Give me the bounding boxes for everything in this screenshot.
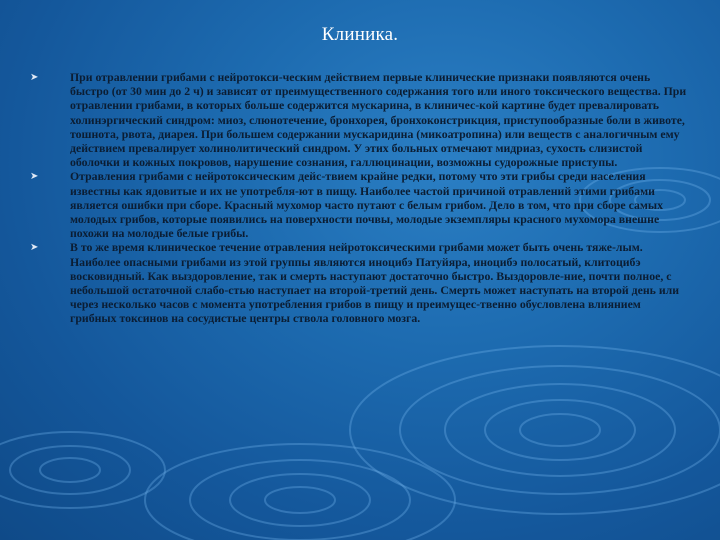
list-item — [30, 70, 690, 169]
slide-title: Клиника. — [321, 24, 399, 45]
bullet-text: Отравления грибами с нейротоксическим дейс-твием крайне редки, потому что эти грибы среди населения известны как ядовитые и их не употребля-ют в пищу. Наиболее частой причиной отравлений этими грибами является ошибки при сборе. Красный мухомор часто путают с белым грибом. Дело в том, что при сборе самых молодых грибов, которые появились на поверхности почвы, молодые экземпляры красного мухомора внешне похожи на молодые белые грибы. — [70, 169, 664, 241]
list-item — [30, 169, 690, 240]
bullet-list — [30, 70, 690, 326]
bullet-text: При отравлении грибами с нейротокси-ческим действием первые клинические признаки появляются очень быстро (от 30 мин до 2 ч) и зависят от преимущественного содержания того или иного токсического вещества. При отравлении грибами, в которых больше содержится мускарина, в клиничес-кой картине будет превалировать холинэргический синдром: миоз, слюнотечение, бронхорея, бронхоконстрикция, приступообразные боли в животе, тошнота, рвота, диарея. При большем содержании мускаридина (микоатропина) или веществ с аналогичным ему действием превалирует холинолитический синдром. У этих больных отмечают мидриаз, сухость слизистой оболочки и кожных покровов, нарушение сознания, галлюцинации, возможны судорожные приступы. — [70, 70, 687, 170]
arrow-bullet-icon: ➤ — [30, 171, 39, 183]
bullet-text: В то же время клиническое течение отравления нейротоксическими грибами может быть очень тяже-лым. Наиболее опасными грибами из этой группы являются иноцибэ Патуйяра, иноцибэ полосатый, клитоцибэ восковидный. Как выздоровление, так и смерть наступают достаточно быстро. Выздоровле-ние, почти полное, с небольшой остаточной слабо-стью наступает на второй-третий день. Смерть может наступать на второй день или через несколько часов с момента употребления грибов в пищу и преимущес-твенно обусловлена влиянием грибных токсинов на сосудистые центры ствола головного мозга. — [70, 240, 680, 326]
list-item — [30, 240, 690, 325]
arrow-bullet-icon: ➤ — [30, 72, 39, 83]
arrow-bullet-icon: ➤ — [30, 242, 39, 254]
